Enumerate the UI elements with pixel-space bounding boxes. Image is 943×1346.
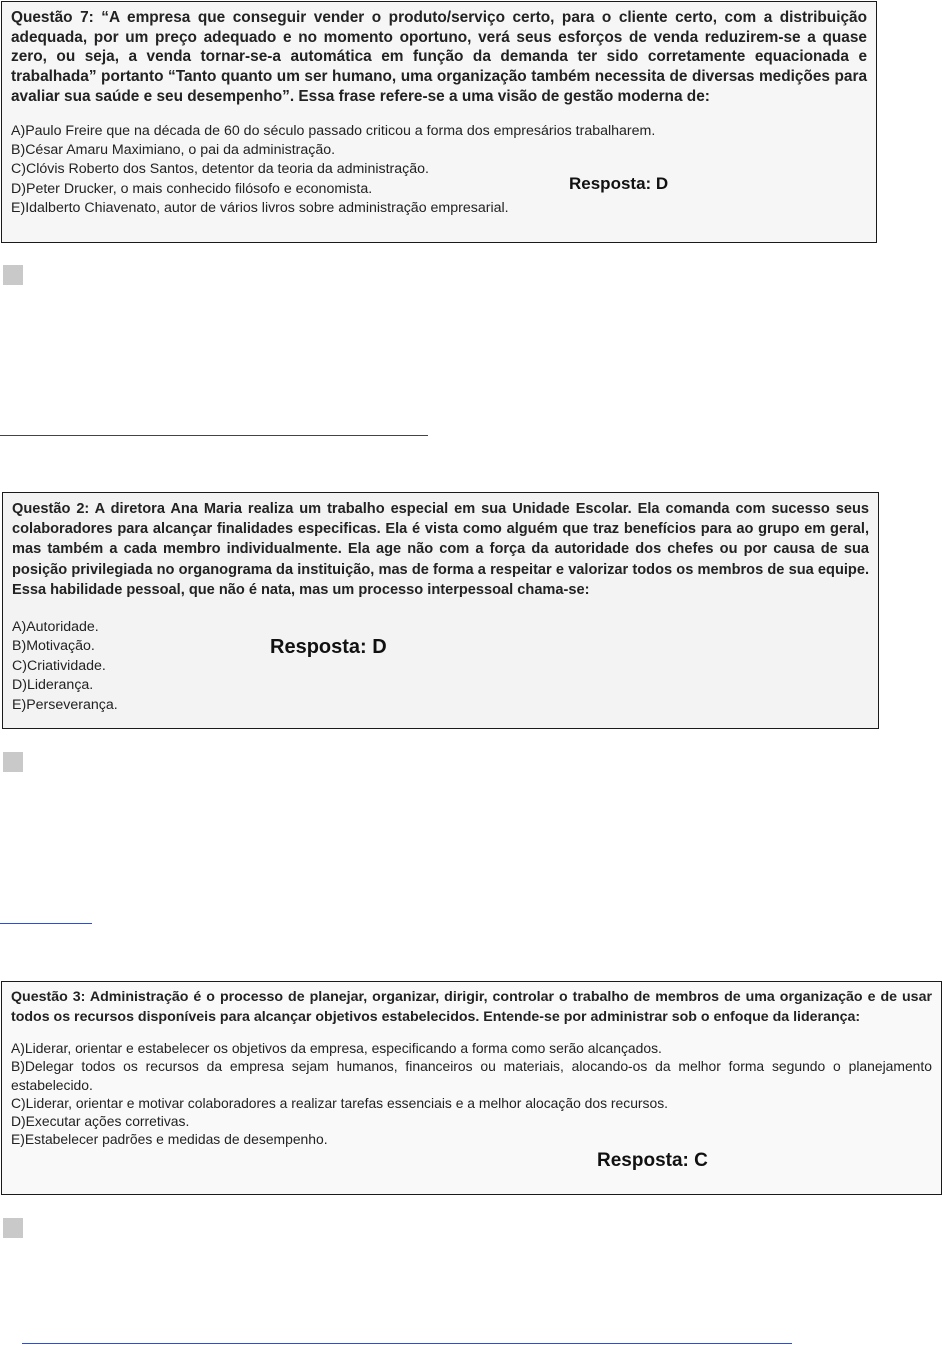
option-a: A)Liderar, orientar e estabelecer os objetivos da empresa, especificando a forma como serão alcançados. <box>11 1040 662 1057</box>
answer-label: Resposta: D <box>270 636 387 658</box>
option-e: E)Idalberto Chiavenato, autor de vários livros sobre administração empresarial. <box>11 200 509 217</box>
option-b: B)César Amaru Maximiano, o pai da administração. <box>11 141 336 158</box>
question-3-image <box>1 981 942 1195</box>
option-e: E)Perseverança. <box>12 696 118 713</box>
option-a: A)Autoridade. <box>12 619 99 636</box>
grey-square-icon <box>3 1218 23 1238</box>
question-2-text: Questão 2: A diretora Ana Maria realiza um trabalho especial em sua Unidade Escolar. Ela comanda com sucesso seus colaboradores para alcançar finalidades especificas. Ela é vista como alguém que traz benefícios para ao grupo em geral, mas também a cada membro individualmente. Ela age não com a força da autoridade dos chefes ou por causa de sua posição privilegiada no organograma da instituição, mas de forma a respeitar e valorizar todos os membros de sua equipe. Essa habilidade pessoal, que não é nata, mas um processo interpessoal chama-se: <box>12 501 869 598</box>
answer-label: Resposta: D <box>569 174 669 193</box>
option-d-circled: D)Peter Drucker, o mais conhecido filósofo e economista. <box>11 180 373 197</box>
link-underline[interactable] <box>22 1343 792 1344</box>
question-7-options <box>11 122 867 219</box>
grey-square-icon <box>3 752 23 772</box>
option-b: B)Motivação. <box>12 638 95 655</box>
divider-line <box>0 435 428 436</box>
question-3-options <box>11 1039 932 1148</box>
option-c: C)Clóvis Roberto dos Santos, detentor da teoria da administração. <box>11 161 429 178</box>
option-c: C)Criatividade. <box>12 657 106 674</box>
option-d-circled: D)Liderança. <box>12 677 94 694</box>
option-e: E)Estabelecer padrões e medidas de desempenho. <box>11 1131 328 1148</box>
question-2-image <box>2 492 879 729</box>
question-7-text: Questão 7: “A empresa que conseguir vender o produto/serviço certo, para o cliente certo, com a distribuição adequada, por um preço adequado e no momento oportuno, verá seus esforços de venda reduzirem-se a quase zero, ou seja, a venda tornar-se-a automática em função da demanda ter sido corretamente equacionada e trabalhada” portanto “Tanto quanto um ser humano, uma organização também necessita de diversas medições para avaliar sua saúde e seu desempenho”. Essa frase refere-se a uma visão de gestão moderna de: <box>11 9 867 105</box>
option-b: B)Delegar todos os recursos da empresa sejam humanos, financeiros ou materiais, alocando-os da melhor forma segundo o planejamento estabelecido. <box>11 1058 932 1093</box>
option-d: D)Executar ações corretivas. <box>11 1113 190 1129</box>
question-3-text: Questão 3: Administração é o processo de planejar, organizar, dirigir, controlar o trabalho de membros de uma organização e de usar todos os recursos disponíveis para alcançar objetivos estabelecidos. Entende-se por administrar sob o enfoque da liderança: <box>11 989 932 1025</box>
option-a: A)Paulo Freire que na década de 60 do século passado criticou a forma dos empresários trabalharem. <box>11 122 656 139</box>
grey-square-icon <box>3 265 23 285</box>
link-underline[interactable] <box>0 923 92 924</box>
question-2-options <box>12 618 869 715</box>
answer-label: Resposta: C <box>597 1150 708 1171</box>
option-c: C)Liderar, orientar e motivar colaboradores a realizar tarefas essenciais e a melhor alocação dos recursos. <box>11 1094 669 1111</box>
question-7-image <box>1 1 877 243</box>
